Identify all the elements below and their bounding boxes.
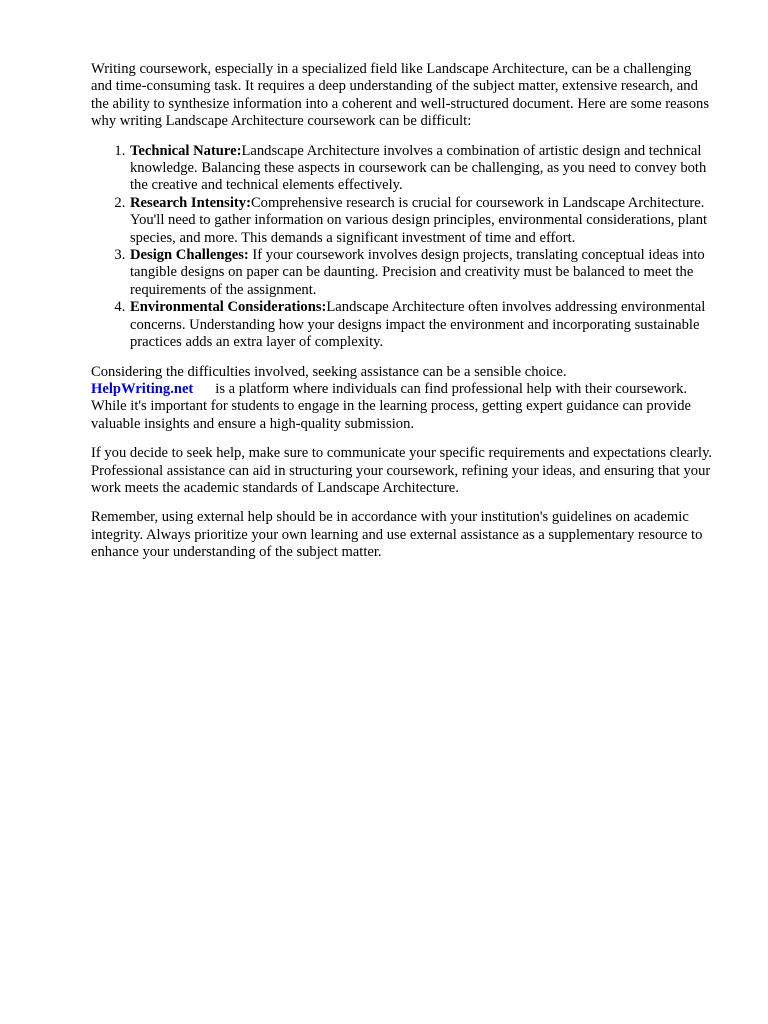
list-item — [129, 247, 713, 299]
reason-term: Research Intensity: — [130, 194, 251, 211]
closing-paragraph: Remember, using external help should be in accordance with your institution's guidelines on academic integrity. Always prioritize your own learning and use external assistance as a supplementary resource to enhance your understanding of the subject matter. — [91, 509, 703, 561]
helpwriting-link[interactable]: HelpWriting.net — [91, 380, 194, 397]
list-item — [129, 195, 713, 247]
list-item — [129, 143, 713, 195]
reason-text: Comprehensive research is crucial for coursework in Landscape Architecture. You'll need to gather information on various design principles, environmental considerations, plant species, and more. This demands a significant investment of time and effort. — [130, 194, 708, 246]
reasons-list — [91, 143, 713, 352]
list-item — [129, 299, 713, 351]
assistance-paragraph — [91, 364, 713, 434]
reason-text: If your coursework involves design projects, translating conceptual ideas into tangible designs on paper can be daunting. Precision and creativity must be balanced to meet the requirements of the assignment. — [130, 247, 705, 298]
reason-term: Environmental Considerations: — [130, 299, 327, 316]
reason-text: Landscape Architecture involves a combination of artistic design and technical knowledge. Balancing these aspects in coursework can be challenging, as you need to convey both the creative and technical elements effectively. — [130, 142, 707, 194]
reason-term: Design Challenges: — [130, 247, 249, 264]
document-page — [91, 61, 713, 562]
assistance-lead: Considering the difficulties involved, seeking assistance can be a sensible choice. — [91, 363, 567, 380]
intro-paragraph: Writing coursework, especially in a specialized field like Landscape Architecture, can be a challenging and time-consuming task. It requires a deep understanding of the subject matter, extensive research, and the ability to synthesize information into a coherent and well-structured document. Here are some reasons why writing Landscape Architecture coursework can be difficult: — [91, 61, 710, 130]
reason-text: Landscape Architecture often involves addressing environmental concerns. Understanding how your designs impact the environment and incorporating sustainable practices adds an extra layer of complexity. — [130, 299, 706, 351]
assistance-rest: is a platform where individuals can find professional help with their coursework. While it's important for students to engage in the learning process, getting expert guidance can provide valuable insights and ensure a high-quality submission. — [91, 380, 691, 432]
advice-paragraph: If you decide to seek help, make sure to communicate your specific requirements and expectations clearly. Professional assistance can aid in structuring your coursework, refining your ideas, and ensuring that your work meets the academic standards of Landscape Architecture. — [91, 445, 713, 496]
reason-term: Technical Nature: — [130, 142, 242, 159]
